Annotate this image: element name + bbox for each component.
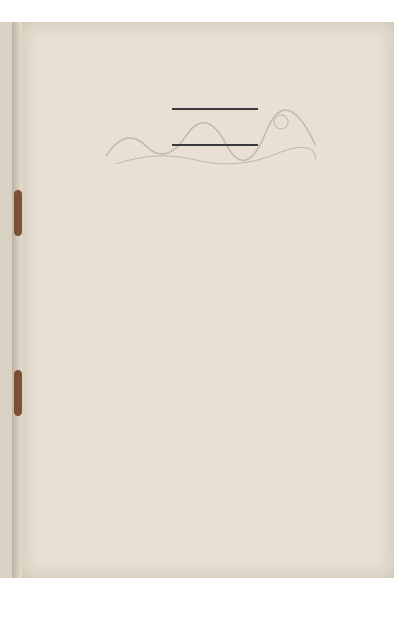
book-binding: [12, 22, 22, 578]
title-frame: [172, 108, 258, 146]
document-page: [22, 22, 394, 578]
binding-thread: [14, 190, 22, 236]
binding-thread: [14, 370, 22, 416]
